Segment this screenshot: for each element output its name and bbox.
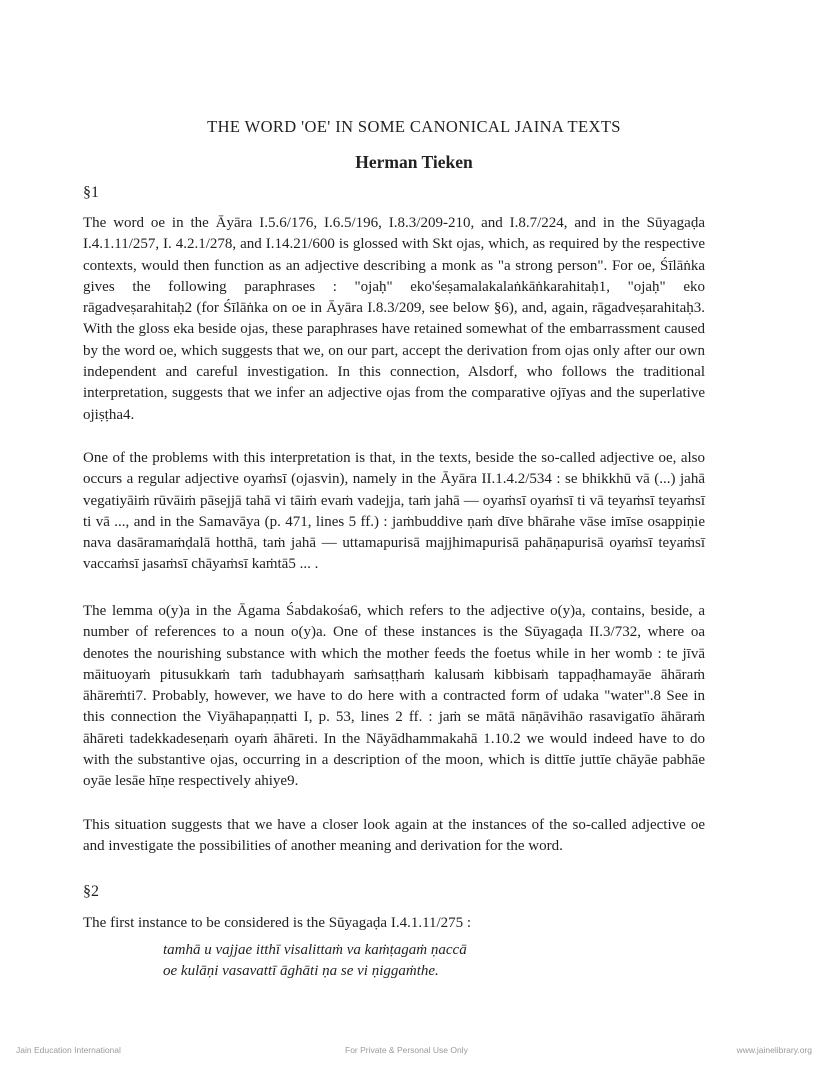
footer-center: For Private & Personal Use Only bbox=[345, 1045, 468, 1055]
footer-right: www.jainelibrary.org bbox=[736, 1045, 812, 1055]
author-name: Herman Tieken bbox=[355, 152, 473, 172]
paragraph-5-text: The first instance to be considered is the Sūyagaḍa I.4.1.11/275 : bbox=[83, 915, 472, 931]
paragraph-4-text: This situation suggests that we have a closer look again at the instances of the so-called adjective oe and investigate the possibilities of another meaning and derivation for the word. bbox=[83, 817, 705, 855]
verse-line-1: tamhā u vajjae itthī visalittaṁ va kaṁṭagaṁ ṇaccā bbox=[163, 942, 467, 958]
verse-line-2: oe kulāṇi vasavattī āghāti ṇa se vi ṇiggaṁthe. bbox=[163, 963, 439, 979]
paragraph-3 bbox=[83, 601, 705, 793]
paragraph-3-text: The lemma o(y)a in the Āgama Śabdakośa6, which refers to the adjective o(y)a, contains, beside, a number of references to a noun o(y)a. One of these instances is the Sūyagaḍa II.3/732, where oa denotes the nourishing substance with which the mother feeds the foetus while in her womb : te jīvā māituoyaṁ pitusukkaṁ taṁ tadubhayaṁ saṁsaṭṭhaṁ kalusaṁ kibbisaṁ tappaḍhamayāe āhāraṁ āhāreṁti7. Probably, however, we have to do here with a contracted form of udaka "water".8 See in this connection the Viyāhapaṇṇatti I, p. 53, lines 2 ff. : jaṁ se mātā nāṇāvihāo rasavigatīo āhāraṁ āhāreti tadekkadeseṇaṁ oyaṁ āhāreti. In the Nāyādhammakahā 1.10.2 we would indeed have to do with the substantive ojas, occurring in a description of the moon, which is dittīe juttīe chāyāe pabhāe oyāe lesāe hīṇe respectively ahiye9. bbox=[83, 603, 705, 790]
article-title: THE WORD 'OE' IN SOME CANONICAL JAINA TEXTS bbox=[207, 117, 621, 136]
footer-left: Jain Education International bbox=[16, 1045, 121, 1055]
paragraph-2-text: One of the problems with this interpretation is that, in the texts, beside the so-called adjective oe, also occurs a regular adjective oyaṁsī (ojasvin), namely in the Āyāra II.1.4.2/534 : se bhikkhū vā (...) jahā vegatiyāiṁ rūvāiṁ pāsejjā tahā vi tāiṁ evaṁ vadejja, taṁ jahā — oyaṁsī oyaṁsī ti vā teyaṁsī teyaṁsī ti vā ..., and in the Samavāya (p. 471, lines 5 ff.) : jaṁbuddive ṇaṁ dīve bhārahe vāse imīse osappiṇie nava dasāramaṁḍalā hotthā, taṁ jahā — uttamapurisā majjhimapurisā pahāṇapurisā oyaṁsī teyaṁsī vaccaṁsī jasaṁsī chāyaṁsī kaṁtā5 ... . bbox=[83, 450, 705, 573]
paragraph-2 bbox=[83, 448, 705, 576]
paragraph-1 bbox=[83, 213, 705, 426]
paragraph-5 bbox=[83, 913, 705, 934]
paragraph-4 bbox=[83, 815, 705, 858]
section-marker-1: §1 bbox=[83, 184, 99, 201]
paragraph-1-text: The word oe in the Āyāra I.5.6/176, I.6.5/196, I.8.3/209-210, and I.8.7/224, and in the Sūyagaḍa I.4.1.11/257, I. 4.2.1/278, and I.14.21/600 is glossed with Skt ojas, which, as required by the respective contexts, would then function as an adjective describing a monk as "a strong person". For oe, Śīlāṅka gives the following paraphrases : "ojaḥ" eko'śeṣamalakalaṅkāṅkarahitaḥ1, "ojaḥ" eko rāgadveṣarahitaḥ2 (for Śīlāṅka on oe in Āyāra I.8.3/209, see below §6), and, again, rāgadveṣarahitaḥ3. With the gloss eka beside ojas, these paraphrases have retained somewhat of the embarrassment caused by the word oe, which suggests that we, on our part, accept the derivation from ojas only after our own independent and careful investigation. In this connection, Alsdorf, who follows the traditional interpretation, suggests that we infer an adjective ojas from the comparative ojīyas and the superlative ojiṣṭha4. bbox=[83, 215, 705, 423]
section-marker-2: §2 bbox=[83, 883, 99, 900]
